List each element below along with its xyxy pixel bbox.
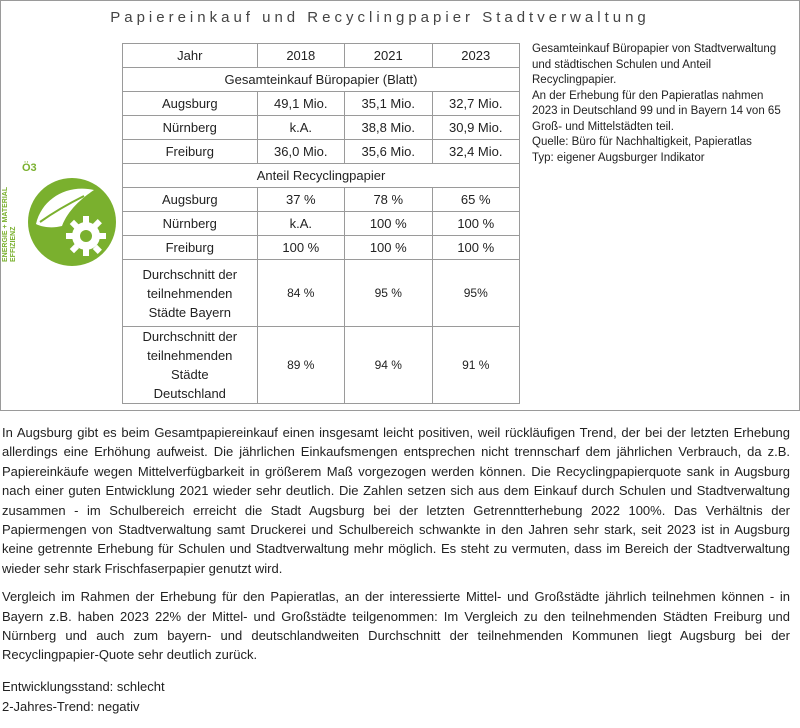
cell-2021: 78 % — [345, 188, 432, 212]
table-row — [123, 188, 520, 212]
section-title-gesamteinkauf: Gesamteinkauf Büropapier (Blatt) — [123, 68, 520, 92]
label-line: Durchschnitt der — [142, 329, 238, 344]
header-jahr: Jahr — [123, 44, 258, 68]
logo-caption — [2, 162, 24, 262]
label-line: Deutschland — [153, 386, 226, 401]
description-text: Gesamteinkauf Büropapier von Stadtverwaltung und städtischen Schulen und Anteil Recyclingpapier. — [532, 43, 777, 86]
cell-2023: 30,9 Mio. — [432, 116, 520, 140]
cell-2021: 35,1 Mio. — [345, 92, 432, 116]
header-2023: 2023 — [432, 44, 520, 68]
cell-2021: 94 % — [345, 327, 432, 404]
row-label: Freiburg — [123, 140, 258, 164]
cell-2021: 100 % — [345, 236, 432, 260]
cell-2023: 95% — [432, 260, 520, 327]
cell-2023: 91 % — [432, 327, 520, 404]
development-status: Entwicklungsstand: schlecht — [2, 679, 165, 694]
logo-caption-line1: ENERGIE + MATERIAL — [2, 186, 9, 262]
label-line: teilnehmenden — [147, 348, 233, 363]
label-line: Städte — [170, 367, 209, 382]
logo-caption-line2: EFFIZIENZ — [10, 226, 17, 262]
cell-2021: 100 % — [345, 212, 432, 236]
analysis-text — [2, 423, 790, 674]
table-row — [123, 140, 520, 164]
header-2018: 2018 — [257, 44, 344, 68]
paragraph-comparison: Vergleich im Rahmen der Erhebung für den Papieratlas, an der interessierte Mittel- und Großstädte jährlich teilnehmen können - in Bayern z.B. haben 2023 22% der Mittel- und Großstädte teilgenommen: Im Vergleich zu den teilnehmenden Städten Freiburg und Nürnberg und auch zum bayern- und deutschlandweiten Durchschnitt der teilnehmenden Kommunen liegt Augsburg bei der Recyclingpapier-Quote sehr deutlich zurück. — [2, 589, 790, 663]
cell-2023: 65 % — [432, 188, 520, 212]
cell-2021: 95 % — [345, 260, 432, 327]
cell-2021: 35,6 Mio. — [345, 140, 432, 164]
cell-2023: 100 % — [432, 236, 520, 260]
table-header-row — [123, 44, 520, 68]
status-block — [2, 677, 165, 716]
paragraph-trend: In Augsburg gibt es beim Gesamtpapiereinkauf einen insgesamt leicht positiven, weil rückläufigen Trend, der bei der letzten Erhebung allerdings eine Erhöhung aufweist. Die jährlichen Einkaufsmengen entsprechen nicht trennscharf dem jährlichen Verbrauch, da z.B. Papiereinkäufe wegen Mittelverfügbarkeit in größerem Maß vorgezogen werden können. Die Recyclingpapierquote sank in Augsburg nach einer guten Entwicklung 2021 wieder sehr deutlich. Die Zahlen setzen sich aus dem Einkauf durch Schulen und Stadtverwaltung zusammen - im Schulbereich erreicht die Stadt Augsburg bei der letzten Getrenntterhebung 2022 100%. Das Verhältnis der Papiermengen von Stadtverwaltung samt Druckerei und Schulbereich schwankte in den Jahren sehr stark, seit 2023 ist in Augsburg keine getrennte Erhebung für Schulen und Stadtverwaltung mehr möglich. Es steht zu vermuten, dass im Bereich der Stadtverwaltung wieder sehr stark Frischfaserpapier genutzt wird. — [2, 425, 790, 576]
label-line: Städte Bayern — [148, 304, 231, 320]
row-label: Augsburg — [123, 188, 258, 212]
cell-2018: 37 % — [257, 188, 344, 212]
row-label: Freiburg — [123, 236, 258, 260]
row-label: Nürnberg — [123, 116, 258, 140]
energy-material-efficiency-logo — [2, 162, 120, 274]
cell-2018: k.A. — [257, 116, 344, 140]
cell-2018: 36,0 Mio. — [257, 140, 344, 164]
table-row-avg-bayern — [123, 260, 520, 327]
gear-leaf-icon — [24, 168, 118, 272]
section-title-recycling: Anteil Recyclingpapier — [123, 164, 520, 188]
row-label-avg-deutschland — [123, 327, 258, 404]
header-2021: 2021 — [345, 44, 432, 68]
table-row — [123, 92, 520, 116]
row-label: Nürnberg — [123, 212, 258, 236]
cell-2018: 49,1 Mio. — [257, 92, 344, 116]
source-text: Quelle: Büro für Nachhaltigkeit, Papieratlas — [532, 136, 752, 148]
indicator-description — [532, 42, 788, 166]
cell-2023: 100 % — [432, 212, 520, 236]
cell-2018: 84 % — [257, 260, 344, 327]
table-row-avg-deutschland — [123, 327, 520, 404]
cell-2023: 32,7 Mio. — [432, 92, 520, 116]
row-label: Augsburg — [123, 92, 258, 116]
label-line: Durchschnitt der — [142, 266, 238, 282]
label-line: teilnehmenden — [147, 285, 233, 301]
participation-text: An der Erhebung für den Papieratlas nahmen 2023 in Deutschland 99 und in Bayern 14 von 65 Groß- und Mittelstädten teil. — [532, 89, 781, 133]
cell-2018: k.A. — [257, 212, 344, 236]
paper-data-table — [122, 43, 520, 404]
cell-2018: 100 % — [257, 236, 344, 260]
cell-2018: 89 % — [257, 327, 344, 404]
cell-2021: 38,8 Mio. — [345, 116, 432, 140]
two-year-trend: 2-Jahres-Trend: negativ — [2, 698, 140, 714]
logo-code: Ö3 — [22, 162, 37, 174]
type-text: Typ: eigener Augsburger Indikator — [532, 151, 705, 164]
row-label-avg-bayern — [123, 260, 258, 327]
table-row — [123, 236, 520, 260]
table-row — [123, 212, 520, 236]
cell-2023: 32,4 Mio. — [432, 140, 520, 164]
table-row — [123, 116, 520, 140]
page-title: Papiereinkauf und Recyclingpapier Stadtverwaltung — [110, 9, 650, 26]
